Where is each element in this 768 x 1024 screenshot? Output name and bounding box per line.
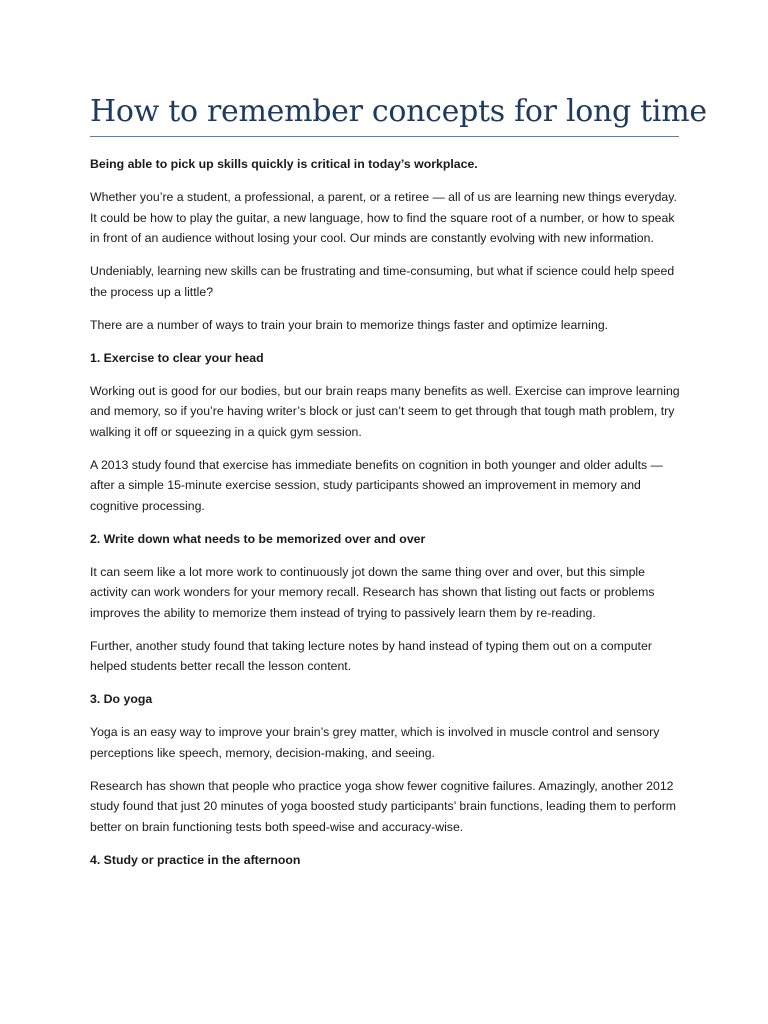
intro-heading: Being able to pick up skills quickly is critical in today’s workplace. [90, 157, 478, 171]
section-heading-afternoon: 4. Study or practice in the afternoon [90, 852, 301, 867]
section-heading-exercise: 1. Exercise to clear your head [90, 350, 264, 365]
paragraph-yoga-grey-matter: Yoga is an easy way to improve your brain’s grey matter, which is involved in muscle control and sensory perceptions like speech, memory, decision-making, and seeing. [90, 725, 660, 760]
document-title: How to remember concepts for long time [90, 94, 707, 129]
document-body [90, 154, 682, 883]
paragraph-exercise-study: A 2013 study found that exercise has immediate benefits on cognition in both younger and older adults — after a simple 15-minute exercise session, study participants showed an improvement in memory and cognitive processing. [90, 457, 663, 513]
paragraph-ways-to-train: There are a number of ways to train your brain to memorize things faster and optimize learning. [90, 317, 609, 332]
paragraph-exercise-benefits: Working out is good for our bodies, but our brain reaps many benefits as well. Exercise can improve learning and memory, so if you’re having writer’s block or just can’t seem to get through that tough math problem, try walking it off or squeezing in a quick gym session. [90, 383, 680, 439]
paragraph-lecture-notes: Further, another study found that taking lecture notes by hand instead of typing them out on a computer helped students better recall the lesson content. [90, 638, 652, 673]
section-heading-yoga: 3. Do yoga [90, 692, 153, 706]
title-underline [90, 136, 679, 137]
paragraph-yoga-study: Research has shown that people who practice yoga show fewer cognitive failures. Amazingly, another 2012 study found that just 20 minutes of yoga boosted study participants’ brain functions, leading them to perform better on brain functioning tests both speed-wise and accuracy-wise. [90, 778, 677, 834]
paragraph-frustrating: Undeniably, learning new skills can be frustrating and time-consuming, but what if science could help speed the process up a little? [90, 264, 675, 299]
section-heading-write-down: 2. Write down what needs to be memorized over and over [90, 531, 426, 546]
paragraph-learning-everyday: Whether you’re a student, a professional, a parent, or a retiree — all of us are learning new things everyday. It could be how to play the guitar, a new language, how to find the square root of a number, or how to speak in front of an audience without losing your cool. Our minds are constantly evolving with new information. [90, 190, 677, 245]
paragraph-write-down-recall: It can seem like a lot more work to continuously jot down the same thing over and over, but this simple activity can work wonders for your memory recall. Research has shown that listing out facts or problems improves the ability to memorize them instead of trying to passively learn them by re-reading. [90, 564, 655, 620]
